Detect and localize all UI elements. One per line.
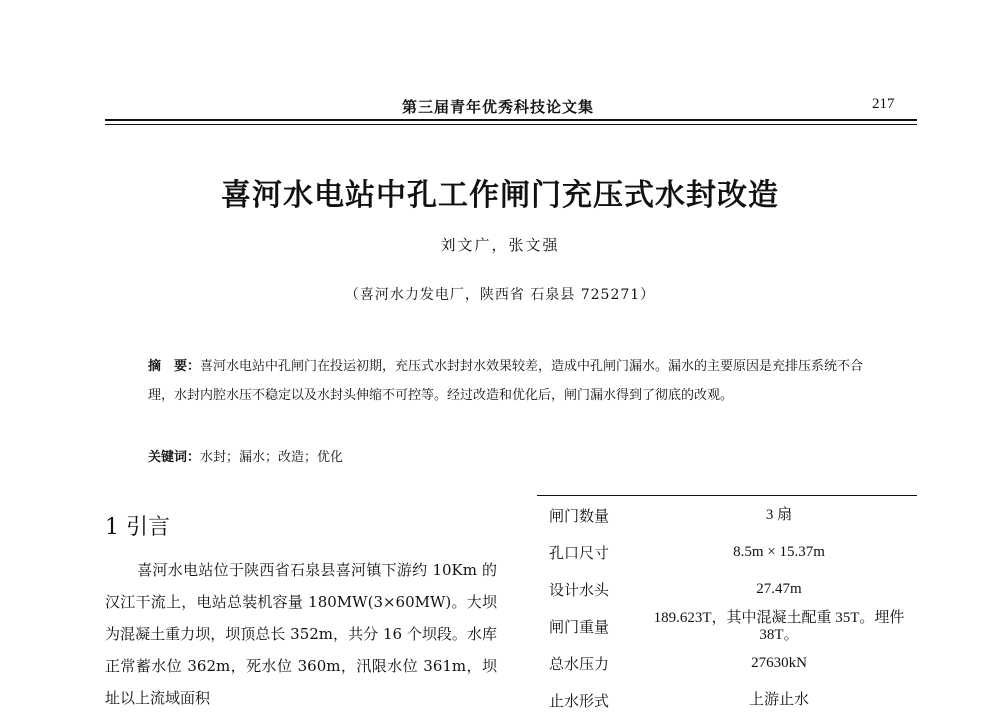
- page-number: 217: [872, 96, 895, 112]
- table-top-rule: [537, 495, 917, 496]
- section-body: [105, 554, 497, 714]
- section-body-text: 喜河水电站位于陕西省石泉县喜河镇下游约 10Km 的汉江干流上，电站总装机容量 180MW(3×60MW)。大坝为混凝土重力坝，坝顶总长 352m，共分 16 个坝段。水库正常蓄水位 362m，死水位 360m，汛限水位 361m，坝址以上流域面积: [105, 561, 497, 707]
- spec-key: 闸门重量: [549, 618, 610, 636]
- spec-value: 上游止水: [748, 692, 809, 708]
- spec-key: 总水压力: [549, 655, 610, 673]
- spec-key: 闸门数量: [549, 507, 610, 525]
- spec-value: 3 扇: [765, 507, 793, 523]
- paper-title: 喜河水电站中孔工作闸门充压式水封改造: [221, 178, 779, 213]
- header-rule-bottom: [105, 124, 917, 125]
- spec-value: 27.47m: [756, 581, 802, 597]
- table-row: [537, 534, 917, 571]
- spec-table: [537, 497, 917, 719]
- affiliation: （喜河水力发电厂，陕西省 石泉县 725271）: [344, 287, 656, 303]
- abstract: [148, 352, 878, 410]
- authors: 刘文广，张文强: [440, 236, 560, 254]
- spec-key: 设计水头: [549, 581, 610, 599]
- spec-value: 27630kN: [751, 655, 807, 671]
- header-rule-top: [105, 119, 917, 121]
- keywords-label: 关键词：: [148, 450, 201, 465]
- keywords-text: 水封；漏水；改造；优化: [200, 450, 344, 465]
- table-row: [537, 571, 917, 608]
- table-row: [537, 497, 917, 534]
- abstract-text: 喜河水电站中孔闸门在投运初期，充压式水封封水效果较差，造成中孔闸门漏水。漏水的主要原因是充排压系统不合理，水封内腔水压不稳定以及水封头伸缩不可控等。经过改造和优化后，闸门漏水得到了彻底的改观。: [148, 359, 864, 403]
- table-row: [537, 682, 917, 719]
- section-heading: 1 引言: [105, 515, 170, 540]
- spec-value: 189.623T，其中混凝土配重 35T。埋件 38T。: [653, 609, 905, 643]
- spec-key: 孔口尺寸: [549, 544, 610, 562]
- spec-value: 8.5m × 15.37m: [733, 544, 825, 560]
- running-header: 第三届青年优秀科技论文集: [402, 98, 595, 116]
- table-row: [537, 645, 917, 682]
- table-row: [537, 608, 917, 645]
- abstract-label: 摘 要：: [148, 359, 201, 374]
- spec-key: 止水形式: [549, 692, 610, 710]
- keywords: [148, 446, 343, 465]
